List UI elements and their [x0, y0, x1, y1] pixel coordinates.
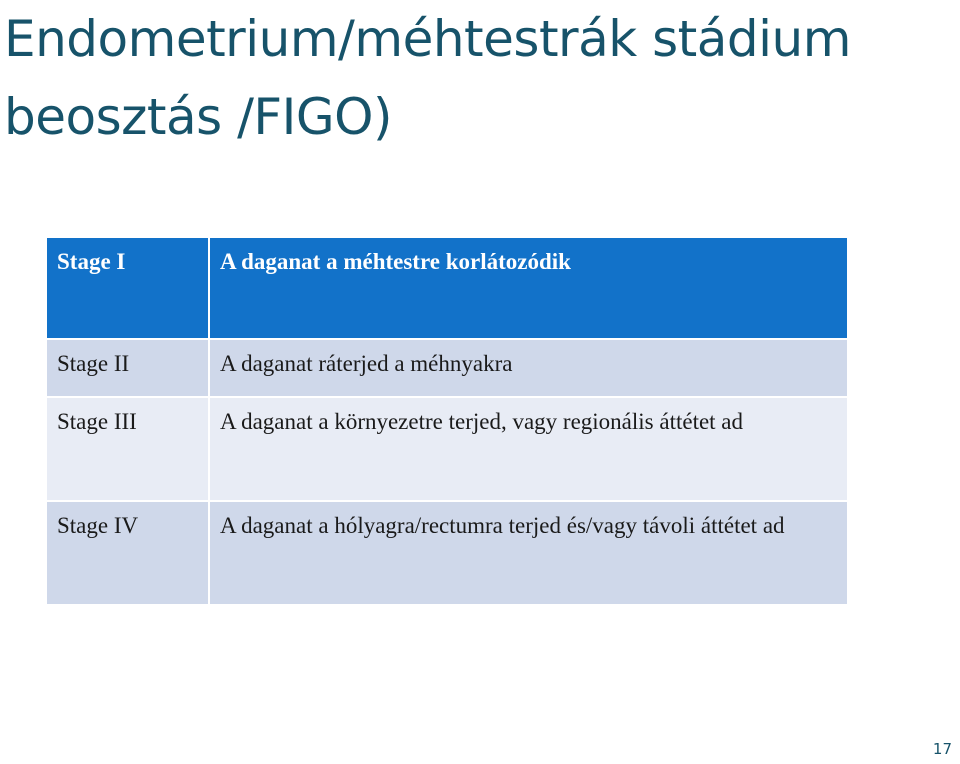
description-cell: A daganat a környezetre terjed, vagy regionális áttétet ad [209, 397, 848, 501]
stage-table [45, 236, 849, 606]
stage-cell: Stage III [46, 397, 209, 501]
table-row [46, 397, 848, 501]
table-row [46, 339, 848, 397]
slide-title: Endometrium/méhtestrák stádium beosztás /FIGO) [4, 10, 851, 146]
description-cell: A daganat a méhtestre korlátozódik [209, 237, 848, 339]
stage-cell: Stage I [46, 237, 209, 339]
description-cell: A daganat a hólyagra/rectumra terjed és/vagy távoli áttétet ad [209, 501, 848, 605]
page-number: 17 [932, 740, 952, 758]
table-row [46, 501, 848, 605]
stage-cell: Stage II [46, 339, 209, 397]
stage-cell: Stage IV [46, 501, 209, 605]
table-row [46, 237, 848, 339]
description-cell: A daganat ráterjed a méhnyakra [209, 339, 848, 397]
